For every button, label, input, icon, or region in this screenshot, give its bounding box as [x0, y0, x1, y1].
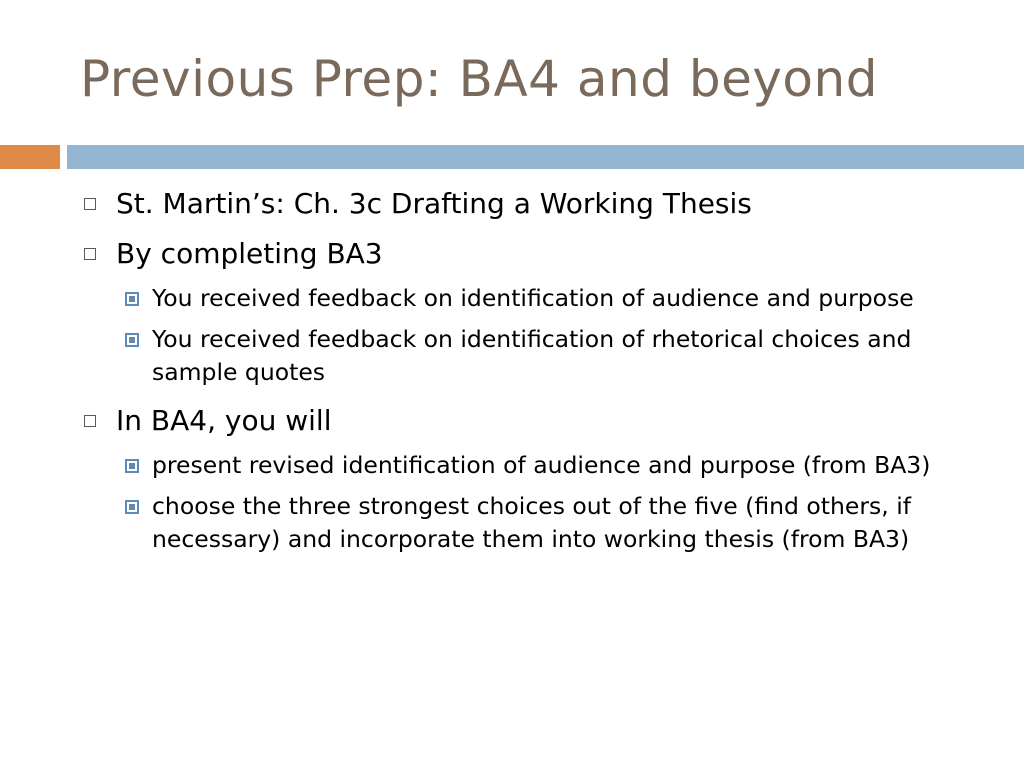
filled-square-bullet-icon [125, 500, 139, 514]
square-bullet-icon [84, 248, 96, 260]
bullet-item [80, 186, 980, 222]
bullet-list [80, 186, 980, 570]
bullet-text: In BA4, you will [116, 404, 332, 437]
sub-bullet-item [116, 323, 980, 389]
bullet-text: By completing BA3 [116, 237, 383, 270]
bullet-item [80, 236, 980, 272]
filled-square-bullet-icon [125, 292, 139, 306]
filled-square-bullet-icon [125, 333, 139, 347]
bullet-item [80, 403, 980, 439]
filled-square-bullet-icon [125, 459, 139, 473]
sub-bullet-text: choose the three strongest choices out of the five (find others, if necessary) and incorporate them into working thesis (from BA3) [152, 492, 911, 553]
bullet-text: St. Martin’s: Ch. 3c Drafting a Working Thesis [116, 187, 752, 220]
sub-bullet-item [116, 490, 980, 556]
slide-title: Previous Prep: BA4 and beyond [80, 50, 878, 108]
square-bullet-icon [84, 415, 96, 427]
sub-bullet-item [116, 449, 980, 482]
sub-bullet-text: present revised identification of audience and purpose (from BA3) [152, 451, 931, 479]
sub-bullet-item [116, 282, 980, 315]
sub-bullet-text: You received feedback on identification of audience and purpose [152, 284, 914, 312]
square-bullet-icon [84, 198, 96, 210]
accent-bar-orange [0, 145, 60, 169]
sub-bullet-text: You received feedback on identification of rhetorical choices and sample quotes [152, 325, 912, 386]
accent-bar-blue [67, 145, 1024, 169]
